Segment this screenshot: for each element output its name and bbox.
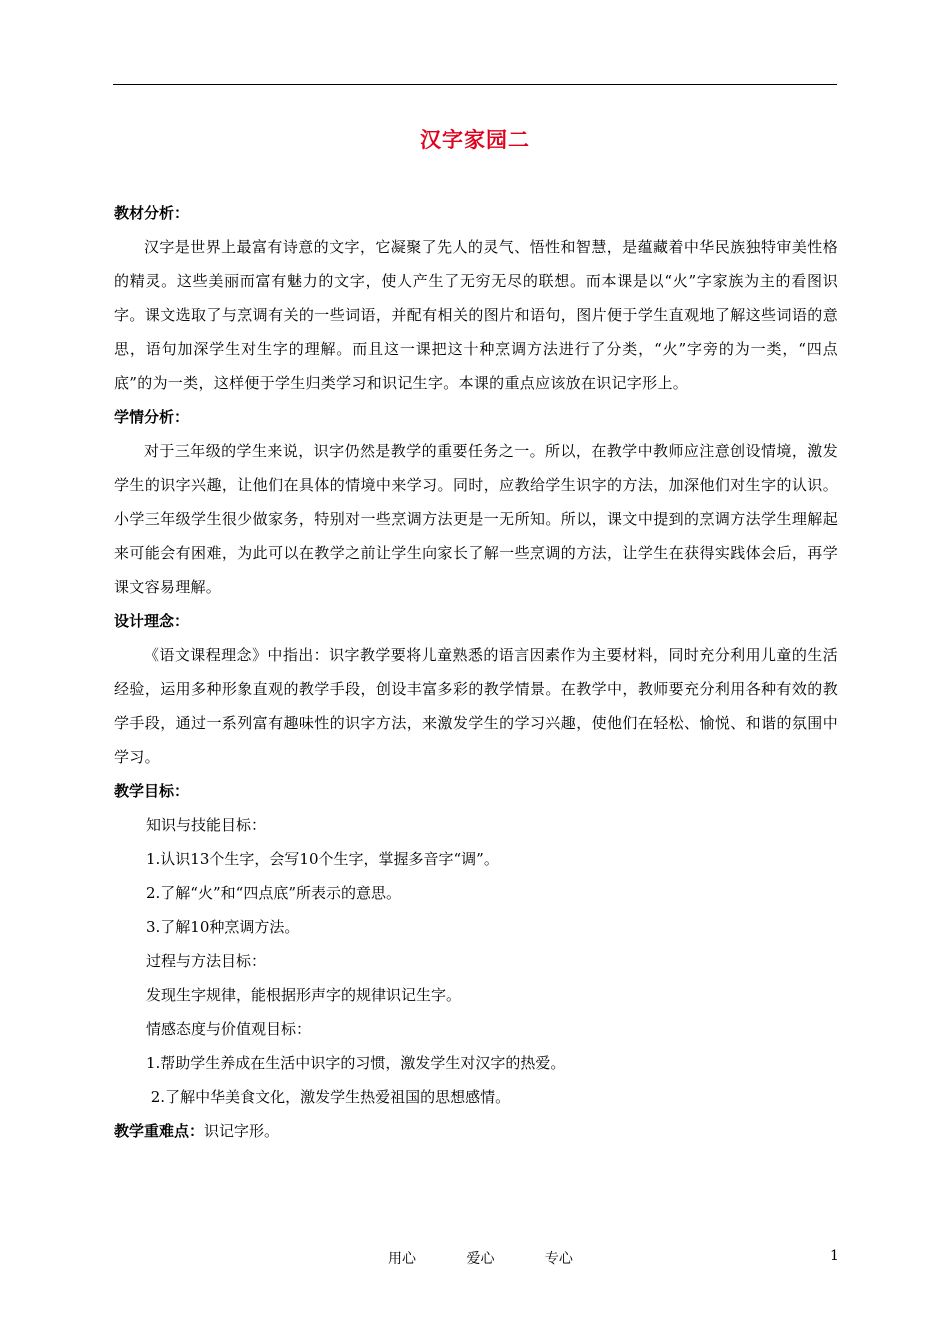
goal-line: 发现生字规律，能根据形声字的规律识记生字。	[146, 986, 462, 1004]
section-heading-goals: 教学目标：	[114, 782, 190, 800]
section-heading-key-points: 教学重难点：	[114, 1122, 205, 1140]
section-text-learner: 对于三年级的学生来说，识字仍然是教学的重要任务之一。所以，在教学中教师应注意创设情境，激发学生的识字兴趣，让他们在具体的情境中来学习。同时，应教给学生识字的方法，加深他们对生字的认识。小学三年级学生很少做家务，特别对一些烹调方法更是一无所知。所以，课文中提到的烹调方法学生理解起来可能会有困难，为此可以在教学之前让学生向家长了解一些烹调的方法，让学生在获得实践体会后，再学课文容易理解。	[114, 442, 838, 596]
goal-line: 3.了解10种烹调方法。	[146, 918, 300, 936]
footer-word: 爱心	[466, 1251, 495, 1267]
goal-line: 情感态度与价值观目标：	[146, 1020, 312, 1038]
page-number: 1	[830, 1248, 839, 1264]
goal-line: 2.了解中华美食文化，激发学生热爱祖国的思想感情。	[146, 1088, 511, 1106]
goal-line: 1.认识13个生字，会写10个生字，掌握多音字“调”。	[146, 850, 499, 868]
header-rule	[113, 84, 837, 85]
section-heading-learner: 学情分析：	[114, 408, 190, 426]
section-text-key-points: 识记字形。	[204, 1122, 280, 1140]
footer-word: 专心	[544, 1251, 573, 1267]
footer-word: 用心	[388, 1251, 416, 1267]
section-text-material: 汉字是世界上最富有诗意的文字，它凝聚了先人的灵气、悟性和智慧，是蕴藏着中华民族独特审美性格的精灵。这些美丽而富有魅力的文字，使人产生了无穷无尽的联想。而本课是以“火”字家族为主的看图识字。课文选取了与烹调有关的一些词语，并配有相关的图片和语句，图片便于学生直观地了解这些词语的意思，语句加深学生对生字的理解。而且这一课把这十种烹调方法进行了分类，“火”字旁的为一类，“四点底”的为一类，这样便于学生归类学习和识记生字。本课的重点应该放在识记字形上。	[114, 238, 838, 392]
document-title: 汉字家园二	[420, 128, 530, 152]
goal-line: 知识与技能目标：	[146, 816, 267, 834]
section-heading-material: 教材分析：	[114, 204, 190, 222]
goal-line: 2.了解“火”和“四点底”所表示的意思。	[146, 884, 401, 902]
section-heading-design: 设计理念：	[114, 612, 190, 630]
section-text-design: 《语文课程理念》中指出：识字教学要将儿童熟悉的语言因素作为主要材料，同时充分利用儿童的生活经验，运用多种形象直观的教学手段，创设丰富多彩的教学情景。在教学中，教师要充分利用各种有效的教学手段，通过一系列富有趣味性的识字方法，来激发学生的学习兴趣，使他们在轻松、愉悦、和谐的氛围中学习。	[114, 646, 838, 766]
goal-line: 1.帮助学生养成在生活中识字的习惯，激发学生对汉字的热爱。	[146, 1054, 566, 1072]
goal-line: 过程与方法目标：	[146, 952, 267, 970]
document-body	[114, 196, 838, 1148]
footer-motto	[388, 1248, 597, 1268]
key-points-line	[114, 1114, 838, 1148]
